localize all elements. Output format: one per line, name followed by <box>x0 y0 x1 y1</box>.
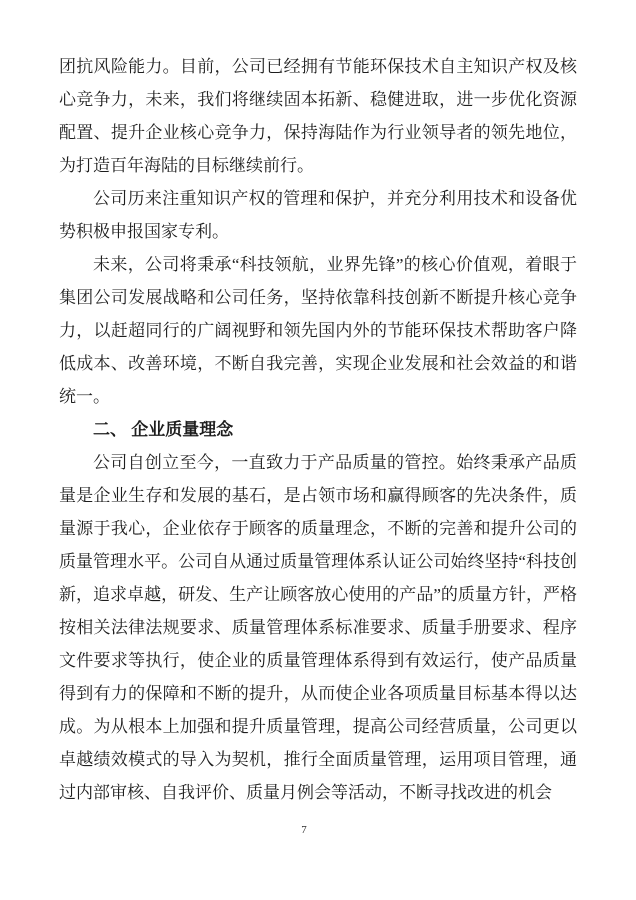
paragraph: 未来，公司将秉承“科技领航，业界先锋”的核心价值观，着眼于集团公司发展战略和公司任务，坚持依靠科技创新不断提升核心竞争力，以赶超同行的广阔视野和领先国内外的节能环保技术帮助客户降低成本、改善环境，不断自我完善，实现企业发展和社会效益的和谐统一。 <box>59 255 577 406</box>
section-heading: 二、 企业质量理念 <box>93 420 234 439</box>
paragraph: 公司自创立至今，一直致力于产品质量的管控。始终秉承产品质量是企业生存和发展的基石，是占领市场和赢得顾客的先决条件，质量源于我心，企业依存于顾客的质量理念，不断的完善和提升公司的质量管理水平。公司自从通过质量管理体系认证公司始终坚持“科技创新，追求卓越，研发、生产让顾客放心使用的产品”的质量方针，严格按相关法律法规要求、质量管理体系标准要求、质量手册要求、程序文件要求等执行，使企业的质量管理体系得到有效运行，使产品质量得到有力的保障和不断的提升，从而使企业各项质量目标基本得以达成。为从根本上加强和提升质量管理，提高公司经营质量，公司更以卓越绩效模式的导入为契机，推行全面质量管理，运用项目管理，通过内部审核、自我评价、质量月例会等活动，不断寻找改进的机会 <box>59 453 577 802</box>
document-body <box>59 50 577 809</box>
paragraph-continuation: 团抗风险能力。目前，公司已经拥有节能环保技术自主知识产权及核心竞争力，未来，我们将继续固本拓新、稳健进取，进一步优化资源配置、提升企业核心竞争力，保持海陆作为行业领导者的领先地位，为打造百年海陆的目标继续前行。 <box>59 57 577 175</box>
page-number: 7 <box>301 824 307 836</box>
paragraph: 公司历来注重知识产权的管理和保护，并充分利用技术和设备优势积极申报国家专利。 <box>59 189 577 241</box>
